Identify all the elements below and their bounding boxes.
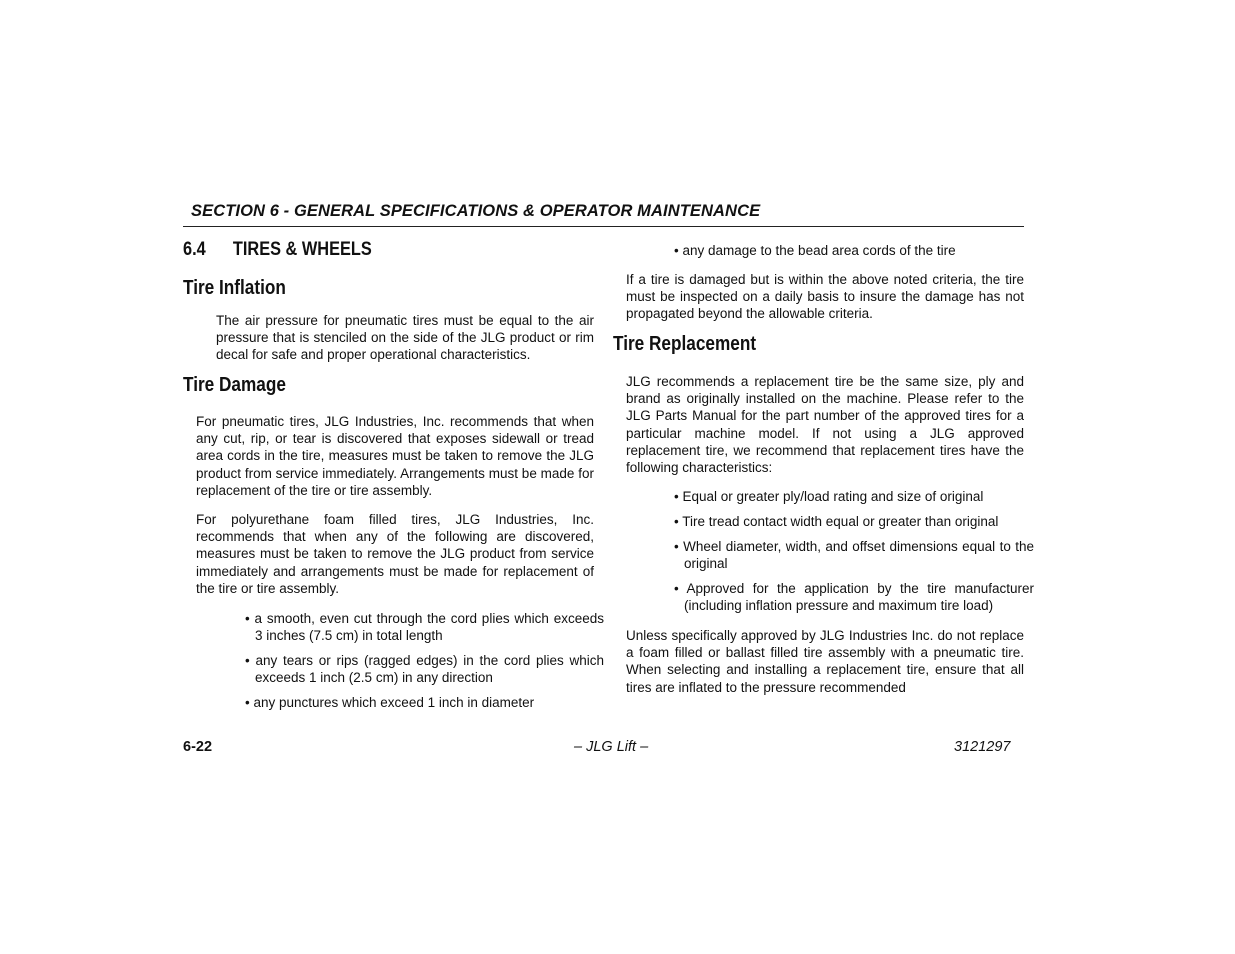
tire-replacement-para-1: JLG recommends a replacement tire be the same size, ply and brand as originally installed on the machine. Please refer to the JLG Parts Manual for the part number of the approved tires for a particular machine model. If not using a JLG approved replacement tire, we recommend that replacement tires have the following characteristics: (626, 374, 1024, 476)
damage-bullet-tears: • any tears or rips (ragged edges) in the cord plies which exceeds 1 inch (2.5 cm) in any direction (245, 653, 604, 686)
section-header: SECTION 6 - GENERAL SPECIFICATIONS & OPERATOR MAINTENANCE (191, 202, 761, 220)
header-rule (183, 226, 1024, 227)
damage-bullet-cut: • a smooth, even cut through the cord plies which exceeds 3 inches (7.5 cm) in total length (245, 611, 604, 644)
damage-bullet-punctures: • any punctures which exceed 1 inch in diameter (245, 695, 535, 710)
section-number: 6.4 (183, 239, 206, 260)
replacement-bullet-tread: • Tire tread contact width equal or greater than original (674, 514, 999, 529)
tire-damage-para-1: For pneumatic tires, JLG Industries, Inc. recommends that when any cut, rip, or tear is discovered that exposes sidewall or tread area cords in the tire, measures must be taken to remove the JLG product from service immediately. Arrangements must be made for replacement of the tire or tire assembly. (196, 414, 594, 498)
tire-inflation-body: The air pressure for pneumatic tires must be equal to the air pressure that is stenciled on the side of the JLG product or rim decal for safe and proper operational characteristics. (216, 313, 594, 363)
replacement-bullet-wheel: • Wheel diameter, width, and offset dimensions equal to the original (674, 539, 1034, 572)
tire-inflation-heading: Tire Inflation (183, 277, 286, 299)
doc-number: 3121297 (954, 739, 1011, 755)
section-heading (183, 239, 372, 261)
tire-damage-para-2: For polyurethane foam filled tires, JLG Industries, Inc. recommends that when any of the following are discovered, measures must be taken to remove the JLG product from service immediately and arrangements must be made for replacement of the tire or tire assembly. (196, 512, 594, 596)
tire-damage-heading: Tire Damage (183, 374, 286, 396)
footer-center: – JLG Lift – (574, 739, 649, 755)
replacement-bullet-ply: • Equal or greater ply/load rating and size of original (674, 489, 984, 504)
tire-replacement-heading: Tire Replacement (613, 333, 757, 355)
page-number: 6-22 (183, 739, 213, 755)
section-title: TIRES & WHEELS (232, 239, 372, 260)
damage-bullet-bead: • any damage to the bead area cords of the tire (674, 243, 956, 258)
tire-replacement-para-2: Unless specifically approved by JLG Industries Inc. do not replace a foam filled or ballast filled tire assembly with a pneumatic tire. When selecting and installing a replacement tire, ensure that all tires are inflated to the pressure recommended (626, 628, 1024, 695)
damage-criteria-para: If a tire is damaged but is within the above noted criteria, the tire must be inspected on a daily basis to insure the damage has not propagated beyond the allowable criteria. (626, 272, 1024, 322)
replacement-bullet-approved: • Approved for the application by the tire manufacturer (including inflation pressure and maximum tire load) (674, 581, 1034, 614)
